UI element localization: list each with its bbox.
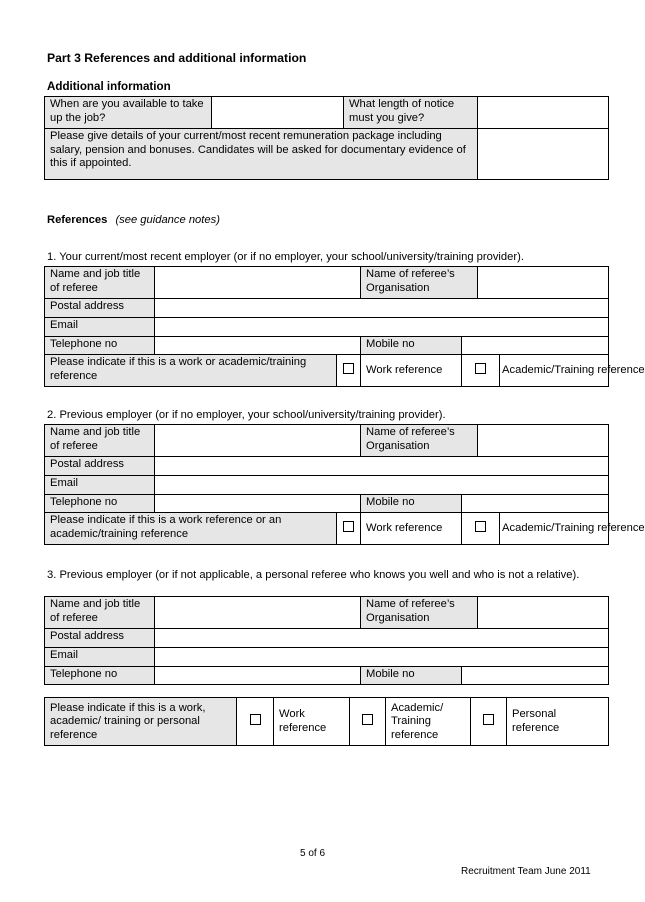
ref2-tel-label: Telephone no <box>45 495 155 513</box>
available-label: When are you available to take up the job? <box>45 97 212 129</box>
ref3-mobile-label: Mobile no <box>361 667 462 685</box>
footer-team: Recruitment Team June 2011 <box>461 866 591 877</box>
ref1-name-label: Name and job title of referee <box>45 267 155 299</box>
ref2-email-field[interactable] <box>155 476 609 495</box>
ref2-org-label: Name of referee’s Organisation <box>361 425 478 457</box>
available-field[interactable] <box>212 97 344 129</box>
ref1-academic-checkbox[interactable] <box>475 363 486 374</box>
ref1-org-field[interactable] <box>478 267 609 299</box>
ref2-name-field[interactable] <box>155 425 361 457</box>
notice-label: What length of notice must you give? <box>344 97 478 129</box>
ref2-postal-label: Postal address <box>45 457 155 476</box>
page-number: 5 of 6 <box>300 848 326 859</box>
ref2-org-field[interactable] <box>478 425 609 457</box>
ref3-name-label: Name and job title of referee <box>45 597 155 629</box>
ref3-mobile-field[interactable] <box>462 667 609 685</box>
ref1-academic-checkbox-cell <box>462 355 500 387</box>
ref1-email-field[interactable] <box>155 318 609 337</box>
references-heading <box>47 214 220 226</box>
ref1-work-checkbox[interactable] <box>343 363 354 374</box>
remuneration-field[interactable] <box>478 129 609 180</box>
ref3-email-field[interactable] <box>155 648 609 667</box>
ref3-work-option: Work reference <box>274 698 350 746</box>
ref3-tel-field[interactable] <box>155 667 361 685</box>
ref3-work-checkbox-cell <box>237 698 274 746</box>
ref2-work-checkbox-cell <box>337 513 361 545</box>
ref1-email-label: Email <box>45 318 155 337</box>
ref1-tel-label: Telephone no <box>45 337 155 355</box>
ref2-academic-option: Academic/Training reference <box>500 513 609 545</box>
ref3-org-label: Name of referee’s Organisation <box>361 597 478 629</box>
ref3-work-checkbox[interactable] <box>250 714 261 725</box>
ref2-academic-checkbox[interactable] <box>475 521 486 532</box>
ref1-work-option: Work reference <box>361 355 462 387</box>
ref2-work-option: Work reference <box>361 513 462 545</box>
ref3-email-label: Email <box>45 648 155 667</box>
ref3-academic-checkbox-cell <box>350 698 386 746</box>
additional-info-table <box>44 96 609 180</box>
ref1-org-label: Name of referee’s Organisation <box>361 267 478 299</box>
ref3-indicate-label: Please indicate if this is a work, academic/ training or personal reference <box>45 698 237 746</box>
ref1-mobile-field[interactable] <box>462 337 609 355</box>
ref3-org-field[interactable] <box>478 597 609 629</box>
ref1-work-checkbox-cell <box>337 355 361 387</box>
ref3-personal-checkbox[interactable] <box>483 714 494 725</box>
ref1-name-field[interactable] <box>155 267 361 299</box>
ref3-indicate-table <box>44 697 609 746</box>
ref3-table <box>44 596 609 685</box>
ref2-mobile-label: Mobile no <box>361 495 462 513</box>
ref3-academic-option: Academic/ Training reference <box>386 698 471 746</box>
ref3-personal-checkbox-cell <box>471 698 507 746</box>
ref2-intro: 2. Previous employer (or if no employer, your school/university/training provider). <box>47 409 446 421</box>
references-title: References <box>47 214 108 226</box>
ref2-email-label: Email <box>45 476 155 495</box>
ref1-table <box>44 266 645 387</box>
additional-info-heading: Additional information <box>47 80 171 93</box>
ref3-tel-label: Telephone no <box>45 667 155 685</box>
guidance-note: (see guidance notes) <box>115 214 220 226</box>
ref1-postal-field[interactable] <box>155 299 609 318</box>
ref1-intro: 1. Your current/most recent employer (or if no employer, your school/university/training provider). <box>47 251 524 263</box>
ref1-tel-field[interactable] <box>155 337 361 355</box>
ref3-postal-label: Postal address <box>45 629 155 648</box>
ref3-intro: 3. Previous employer (or if not applicable, a personal referee who knows you well and who is not a relative). <box>47 569 580 581</box>
ref2-name-label: Name and job title of referee <box>45 425 155 457</box>
ref3-name-field[interactable] <box>155 597 361 629</box>
ref1-indicate-label: Please indicate if this is a work or academic/training reference <box>45 355 337 387</box>
ref2-postal-field[interactable] <box>155 457 609 476</box>
ref1-mobile-label: Mobile no <box>361 337 462 355</box>
ref2-work-checkbox[interactable] <box>343 521 354 532</box>
ref2-table <box>44 424 645 545</box>
ref3-personal-option: Personal reference <box>507 698 609 746</box>
ref2-tel-field[interactable] <box>155 495 361 513</box>
ref2-mobile-field[interactable] <box>462 495 609 513</box>
ref1-postal-label: Postal address <box>45 299 155 318</box>
remuneration-label: Please give details of your current/most recent remuneration package including salary, pension and bonuses. Candidates will be asked for documentary evidence of this if appointed. <box>45 129 478 180</box>
ref2-academic-checkbox-cell <box>462 513 500 545</box>
ref2-indicate-label: Please indicate if this is a work reference or an academic/training reference <box>45 513 337 545</box>
ref1-academic-option: Academic/Training reference <box>500 355 609 387</box>
ref3-postal-field[interactable] <box>155 629 609 648</box>
part-title: Part 3 References and additional information <box>47 51 307 65</box>
notice-field[interactable] <box>478 97 609 129</box>
ref3-academic-checkbox[interactable] <box>362 714 373 725</box>
